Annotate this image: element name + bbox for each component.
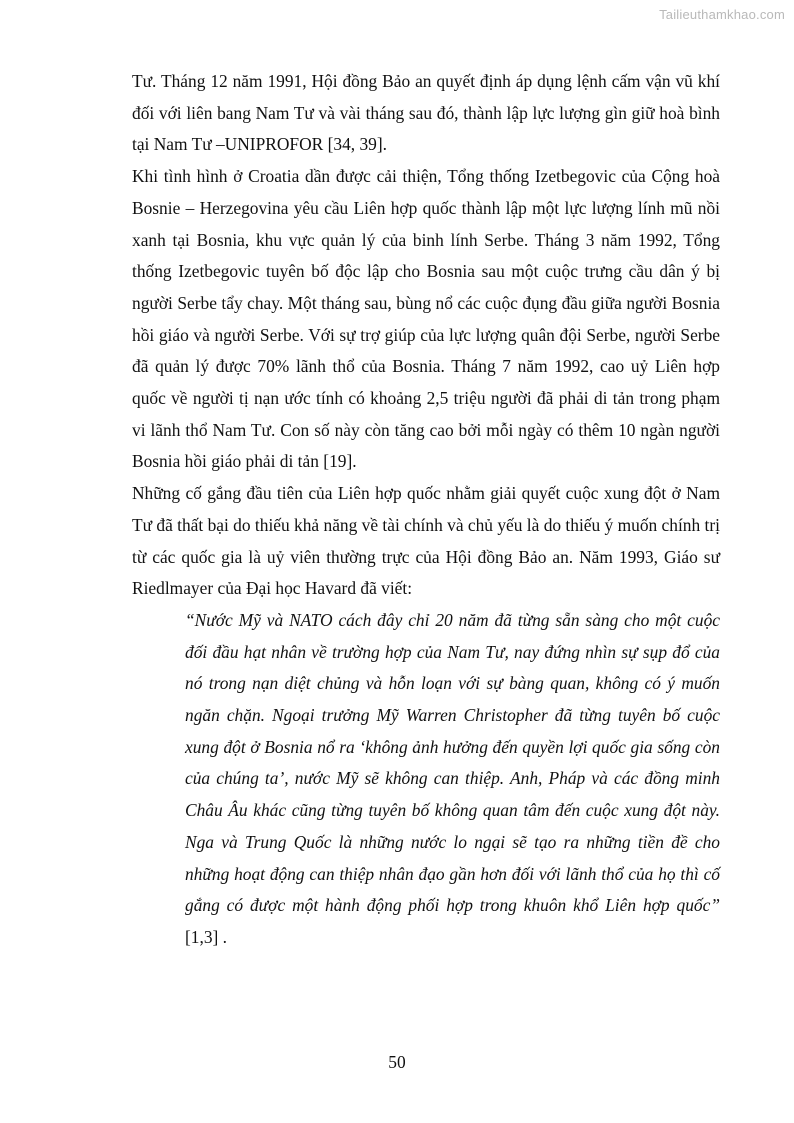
- quote-citation: [1,3] .: [185, 926, 228, 947]
- quote-text: “Nước Mỹ và NATO cách đây chỉ 20 năm đã từng sẵn sàng cho một cuộc đối đầu hạt nhân về trường hợp của Nam Tư, nay đứng nhìn sự sụp đổ của nó trong nạn diệt chủng và hỗn loạn với sự bàng quan, không có ý muốn ngăn chặn. Ngoại trưởng Mỹ Warren Christopher đã từng tuyên bố cuộc xung đột ở Bosnia nổ ra ‘không ảnh hưởng đến quyền lợi quốc gia sống còn của chúng ta’, nước Mỹ sẽ không can thiệp. Anh, Pháp và các đồng minh Châu Âu khác cũng từng tuyên bố không quan tâm đến cuộc xung đột này. Nga và Trung Quốc là những nước lo ngại sẽ tạo ra những tiền đề cho những hoạt động can thiệp nhân đạo gần hơn đối với lãnh thổ của họ thì cố gắng có được một hành động phối hợp trong khuôn khổ Liên hợp quốc”: [185, 609, 720, 916]
- page-number: 50: [388, 1052, 406, 1072]
- document-body: [132, 66, 720, 954]
- paragraph-uniprofor: Tư. Tháng 12 năm 1991, Hội đồng Bảo an quyết định áp dụng lệnh cấm vận vũ khí đối với liên bang Nam Tư và vài tháng sau đó, thành lập lực lượng gìn giữ hoà bình tại Nam Tư –UNIPROFOR [34, 39].: [132, 71, 720, 155]
- paragraph-un-efforts: Những cố gắng đầu tiên của Liên hợp quốc nhằm giải quyết cuộc xung đột ở Nam Tư đã thất bại do thiếu khả năng về tài chính và chủ yếu là do thiếu ý muốn chính trị từ các quốc gia là uỷ viên thường trực của Hội đồng Bảo an. Năm 1993, Giáo sư Riedlmayer của Đại học Havard đã viết:: [132, 483, 720, 599]
- block-quote: [185, 605, 720, 954]
- watermark: Tailieuthamkhao.com: [659, 7, 785, 22]
- paragraph-bosnia-situation: Khi tình hình ở Croatia dần được cải thiện, Tổng thống Izetbegovic của Cộng hoà Bosnie – Herzegovina yêu cầu Liên hợp quốc thành lập một lực lượng lính mũ nồi xanh tại Bosnia, khu vực quản lý của binh lính Serbe. Tháng 3 năm 1992, Tổng thống Izetbegovic tuyên bố độc lập cho Bosnia sau một cuộc trưng cầu dân ý bị người Serbe tẩy chay. Một tháng sau, bùng nổ các cuộc đụng đầu giữa người Bosnia hồi giáo và người Serbe. Với sự trợ giúp của lực lượng quân đội Serbe, người Serbe đã quản lý được 70% lãnh thổ của Bosnia. Tháng 7 năm 1992, cao uỷ Liên hợp quốc về người tị nạn ước tính có khoảng 2,5 triệu người đã phải di tản trong phạm vi lãnh thổ Nam Tư. Con số này còn tăng cao bởi mỗi ngày có thêm 10 ngàn người Bosnia hồi giáo phải di tản [19].: [132, 166, 720, 472]
